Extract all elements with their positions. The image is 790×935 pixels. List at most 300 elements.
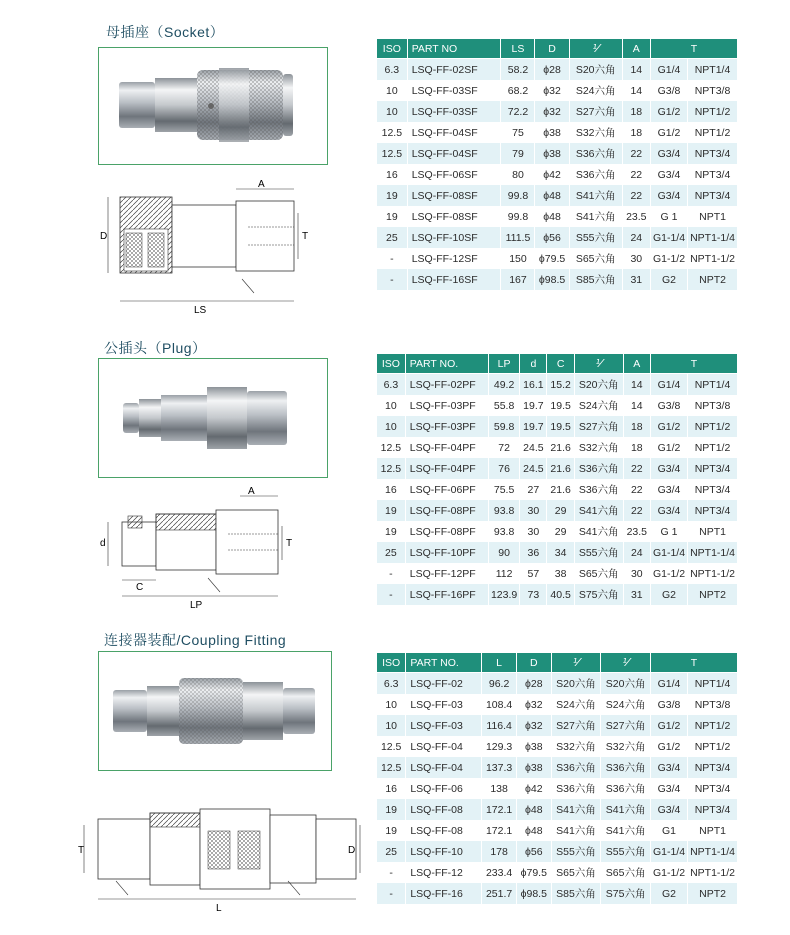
plug-cell: 21.6 [547, 479, 573, 500]
coupling-cell: G3/4 [651, 778, 687, 799]
plug-cell: LSQ-FF-04PF [406, 437, 488, 458]
coupling-table-row [377, 757, 737, 778]
socket-cell: ϕ38 [535, 122, 568, 143]
socket-product-image [99, 48, 327, 164]
plug-cell: 29 [547, 500, 573, 521]
socket-cell: 58.2 [501, 59, 534, 80]
socket-cell: 167 [501, 269, 534, 290]
plug-photo [98, 358, 328, 478]
socket-cell: G 1 [651, 206, 687, 227]
coupling-dim-t: T [78, 845, 85, 856]
socket-cell: 14 [623, 80, 650, 101]
plug-cell: G3/4 [651, 479, 687, 500]
plug-table-row [377, 437, 737, 458]
socket-col-partno: PART NO [408, 39, 501, 59]
socket-cell: NPT1 [688, 206, 737, 227]
plug-cell: G1-1/4 [651, 542, 687, 563]
coupling-cell: S32六角 [552, 736, 601, 757]
plug-cell: 93.8 [489, 521, 519, 542]
plug-col-wrench: ⅟ [575, 354, 623, 374]
coupling-cell: S85六角 [552, 883, 601, 904]
coupling-cell: 10 [377, 715, 405, 736]
plug-cell: S75六角 [575, 584, 623, 605]
socket-cell: 16 [377, 164, 407, 185]
plug-cell: S41六角 [575, 521, 623, 542]
coupling-cell: 16 [377, 778, 405, 799]
coupling-cell: ϕ56 [517, 841, 551, 862]
plug-cell: S27六角 [575, 416, 623, 437]
plug-cell: S20六角 [575, 374, 623, 395]
socket-cell: - [377, 248, 407, 269]
coupling-cell: LSQ-FF-08 [406, 820, 481, 841]
coupling-cell: G1/2 [651, 736, 687, 757]
socket-cell: 24 [623, 227, 650, 248]
coupling-table-row [377, 778, 737, 799]
plug-cell: 14 [624, 374, 650, 395]
coupling-cell: G1-1/4 [651, 841, 687, 862]
plug-cell: LSQ-FF-08PF [406, 521, 488, 542]
coupling-col-wrench-socket: ⅟ [552, 653, 601, 673]
plug-cell: S36六角 [575, 458, 623, 479]
socket-cell: 30 [623, 248, 650, 269]
socket-cell: LSQ-FF-02SF [408, 59, 501, 80]
socket-cell: S27六角 [570, 101, 622, 122]
coupling-cell: 19 [377, 799, 405, 820]
plug-cell: G1/4 [651, 374, 687, 395]
plug-cell: 36 [520, 542, 546, 563]
coupling-dim-d: D [348, 845, 356, 856]
coupling-cell: S36六角 [601, 778, 650, 799]
plug-cell: 18 [624, 416, 650, 437]
plug-cell: 75.5 [489, 479, 519, 500]
plug-cell: 55.8 [489, 395, 519, 416]
plug-cell: 12.5 [377, 458, 405, 479]
plug-dimension-drawing [98, 486, 308, 619]
socket-cell: LSQ-FF-04SF [408, 143, 501, 164]
coupling-cell: 12.5 [377, 757, 405, 778]
socket-cell: 99.8 [501, 206, 534, 227]
coupling-cell: LSQ-FF-12 [406, 862, 481, 883]
plug-col-d: d [520, 354, 546, 374]
coupling-cell: ϕ48 [517, 799, 551, 820]
plug-cell: NPT3/4 [688, 479, 737, 500]
socket-cell: LSQ-FF-04SF [408, 122, 501, 143]
coupling-cell: ϕ48 [517, 820, 551, 841]
socket-cell: ϕ48 [535, 185, 568, 206]
coupling-col-partno: PART NO. [406, 653, 481, 673]
coupling-cell: ϕ79.5 [517, 862, 551, 883]
coupling-cell: LSQ-FF-06 [406, 778, 481, 799]
socket-cell: ϕ79.5 [535, 248, 568, 269]
plug-col-partno: PART NO. [406, 354, 488, 374]
coupling-cell: 12.5 [377, 736, 405, 757]
plug-cell: NPT1-1/4 [688, 542, 737, 563]
coupling-cell: 172.1 [482, 799, 516, 820]
plug-cell: 27 [520, 479, 546, 500]
plug-table-row [377, 584, 737, 605]
socket-cell: NPT1-1/2 [688, 248, 737, 269]
coupling-table-row [377, 694, 737, 715]
plug-cell: LSQ-FF-03PF [406, 395, 488, 416]
plug-cell: 57 [520, 563, 546, 584]
socket-cell: 23.5 [623, 206, 650, 227]
socket-cell: LSQ-FF-03SF [408, 80, 501, 101]
plug-cell: 19.7 [520, 416, 546, 437]
coupling-spec-table [376, 653, 738, 904]
socket-cell: 14 [623, 59, 650, 80]
socket-cell: G1-1/2 [651, 248, 687, 269]
socket-cell: NPT3/4 [688, 143, 737, 164]
coupling-cell: G1/4 [651, 673, 687, 694]
plug-table-row [377, 479, 737, 500]
coupling-cell: S75六角 [601, 883, 650, 904]
plug-cell: 40.5 [547, 584, 573, 605]
plug-cell: G2 [651, 584, 687, 605]
socket-table-row [377, 143, 737, 164]
plug-cell: 73 [520, 584, 546, 605]
coupling-cell: 129.3 [482, 736, 516, 757]
plug-cell: S32六角 [575, 437, 623, 458]
socket-cell: G3/4 [651, 164, 687, 185]
socket-cell: S41六角 [570, 206, 622, 227]
coupling-cell: S24六角 [552, 694, 601, 715]
socket-cell: 31 [623, 269, 650, 290]
plug-cell: S24六角 [575, 395, 623, 416]
plug-cell: G3/4 [651, 458, 687, 479]
plug-cell: LSQ-FF-10PF [406, 542, 488, 563]
plug-cell: 29 [547, 521, 573, 542]
plug-cell: 25 [377, 542, 405, 563]
socket-cell: G3/4 [651, 143, 687, 164]
socket-cell: 10 [377, 80, 407, 101]
socket-cell: ϕ98.5 [535, 269, 568, 290]
coupling-cell: ϕ28 [517, 673, 551, 694]
plug-cell: NPT3/4 [688, 458, 737, 479]
coupling-cell: S41六角 [601, 820, 650, 841]
plug-cell: S65六角 [575, 563, 623, 584]
socket-cell: 18 [623, 122, 650, 143]
socket-col-wrench: ⅟ [570, 39, 622, 59]
socket-cell: NPT3/8 [688, 80, 737, 101]
coupling-cell: S20六角 [552, 673, 601, 694]
socket-cell: LSQ-FF-03SF [408, 101, 501, 122]
socket-cell: ϕ56 [535, 227, 568, 248]
plug-cell: 14 [624, 395, 650, 416]
plug-cell: 10 [377, 416, 405, 437]
plug-col-lp: LP [489, 354, 519, 374]
plug-cell: 59.8 [489, 416, 519, 437]
socket-cell: G2 [651, 269, 687, 290]
socket-cell: S36六角 [570, 164, 622, 185]
socket-cell: G1/2 [651, 122, 687, 143]
coupling-cell: S36六角 [601, 757, 650, 778]
coupling-cell: S36六角 [552, 757, 601, 778]
socket-cell: 79 [501, 143, 534, 164]
socket-table-row [377, 227, 737, 248]
plug-cell: LSQ-FF-08PF [406, 500, 488, 521]
socket-cell: LSQ-FF-08SF [408, 206, 501, 227]
coupling-table-row [377, 673, 737, 694]
plug-cell: LSQ-FF-06PF [406, 479, 488, 500]
coupling-cell: LSQ-FF-16 [406, 883, 481, 904]
plug-cell: NPT2 [688, 584, 737, 605]
coupling-cell: 108.4 [482, 694, 516, 715]
coupling-cell: NPT1-1/4 [688, 841, 737, 862]
plug-col-a: A [624, 354, 650, 374]
coupling-cell: S41六角 [552, 820, 601, 841]
plug-table-row [377, 458, 737, 479]
plug-cell: 19.5 [547, 416, 573, 437]
coupling-table-row [377, 715, 737, 736]
coupling-cell: LSQ-FF-08 [406, 799, 481, 820]
coupling-col-t: T [651, 653, 737, 673]
coupling-cell: NPT2 [688, 883, 737, 904]
socket-cell: 19 [377, 206, 407, 227]
plug-cell: 15.2 [547, 374, 573, 395]
socket-cell: LSQ-FF-06SF [408, 164, 501, 185]
socket-dim-ls: LS [194, 305, 207, 315]
coupling-table-row [377, 736, 737, 757]
socket-cell: 111.5 [501, 227, 534, 248]
socket-cell: S32六角 [570, 122, 622, 143]
socket-section-title: 母插座（Socket） [106, 24, 225, 40]
plug-cell: S41六角 [575, 500, 623, 521]
coupling-cell: S24六角 [601, 694, 650, 715]
plug-table-row [377, 521, 737, 542]
socket-cell: S41六角 [570, 185, 622, 206]
coupling-cell: NPT1/2 [688, 736, 737, 757]
socket-cell: NPT1/4 [688, 59, 737, 80]
plug-cell: 90 [489, 542, 519, 563]
coupling-cell: 6.3 [377, 673, 405, 694]
coupling-cell: S41六角 [601, 799, 650, 820]
coupling-photo [98, 651, 332, 771]
coupling-cell: S27六角 [552, 715, 601, 736]
coupling-cell: 137.3 [482, 757, 516, 778]
plug-table-row [377, 542, 737, 563]
socket-cell: S65六角 [570, 248, 622, 269]
socket-cell: LSQ-FF-08SF [408, 185, 501, 206]
socket-cell: 22 [623, 185, 650, 206]
plug-cell: 21.6 [547, 458, 573, 479]
socket-cell: 68.2 [501, 80, 534, 101]
coupling-section-title: 连接器装配/Coupling Fitting [104, 632, 287, 648]
coupling-cell: LSQ-FF-04 [406, 736, 481, 757]
plug-dim-c: C [136, 582, 144, 593]
coupling-cell: G3/4 [651, 757, 687, 778]
plug-cell: 30 [624, 563, 650, 584]
socket-cell: LSQ-FF-12SF [408, 248, 501, 269]
coupling-cell: NPT3/8 [688, 694, 737, 715]
coupling-cell: LSQ-FF-10 [406, 841, 481, 862]
socket-cell: 150 [501, 248, 534, 269]
plug-cell: 22 [624, 479, 650, 500]
plug-cell: 30 [520, 521, 546, 542]
plug-cell: 38 [547, 563, 573, 584]
socket-cell: 12.5 [377, 143, 407, 164]
socket-cell: S55六角 [570, 227, 622, 248]
socket-cell: G3/8 [651, 80, 687, 101]
socket-cell: 22 [623, 143, 650, 164]
socket-cell: S20六角 [570, 59, 622, 80]
socket-cell: 10 [377, 101, 407, 122]
plug-col-iso: ISO [377, 354, 405, 374]
socket-cell: 12.5 [377, 122, 407, 143]
coupling-cell: NPT1/4 [688, 673, 737, 694]
coupling-cell: S55六角 [601, 841, 650, 862]
socket-col-d: D [535, 39, 568, 59]
plug-cell: LSQ-FF-16PF [406, 584, 488, 605]
socket-table-row [377, 185, 737, 206]
socket-cell: G1/2 [651, 101, 687, 122]
plug-cell: 21.6 [547, 437, 573, 458]
plug-cell: 34 [547, 542, 573, 563]
coupling-table-row [377, 820, 737, 841]
socket-cell: NPT3/4 [688, 164, 737, 185]
plug-cell: G 1 [651, 521, 687, 542]
coupling-col-l: L [482, 653, 516, 673]
socket-cell: 18 [623, 101, 650, 122]
coupling-cell: 233.4 [482, 862, 516, 883]
coupling-cell: LSQ-FF-03 [406, 715, 481, 736]
plug-cell: G1-1/2 [651, 563, 687, 584]
plug-table-row [377, 395, 737, 416]
plug-cell: S36六角 [575, 479, 623, 500]
coupling-cell: 138 [482, 778, 516, 799]
socket-cell: 80 [501, 164, 534, 185]
coupling-cell: - [377, 883, 405, 904]
socket-cell: ϕ32 [535, 80, 568, 101]
coupling-dimension-drawing [78, 795, 368, 920]
socket-cell: ϕ42 [535, 164, 568, 185]
plug-table-row [377, 500, 737, 521]
socket-cell: 22 [623, 164, 650, 185]
plug-dim-t: T [286, 538, 293, 549]
socket-cell: G1-1/4 [651, 227, 687, 248]
coupling-cell: 96.2 [482, 673, 516, 694]
plug-col-c: C [547, 354, 573, 374]
coupling-cell: S20六角 [601, 673, 650, 694]
coupling-cell: 172.1 [482, 820, 516, 841]
socket-table-row [377, 164, 737, 185]
plug-cell: LSQ-FF-03PF [406, 416, 488, 437]
plug-product-image [99, 359, 327, 477]
plug-cell: 30 [520, 500, 546, 521]
plug-cell: 93.8 [489, 500, 519, 521]
coupling-cell: 25 [377, 841, 405, 862]
coupling-col-iso: ISO [377, 653, 405, 673]
plug-cell: G1/2 [651, 416, 687, 437]
coupling-cell: ϕ38 [517, 757, 551, 778]
coupling-cell: S41六角 [552, 799, 601, 820]
plug-cell: 19 [377, 500, 405, 521]
socket-cell: 99.8 [501, 185, 534, 206]
plug-cell: 31 [624, 584, 650, 605]
plug-cell: 16 [377, 479, 405, 500]
socket-cell: LSQ-FF-10SF [408, 227, 501, 248]
plug-cell: 72 [489, 437, 519, 458]
plug-cell: - [377, 584, 405, 605]
coupling-cell: S55六角 [552, 841, 601, 862]
plug-cell: NPT1/2 [688, 416, 737, 437]
coupling-cell: ϕ42 [517, 778, 551, 799]
plug-table-row [377, 416, 737, 437]
plug-cell: LSQ-FF-04PF [406, 458, 488, 479]
coupling-cell: G3/8 [651, 694, 687, 715]
coupling-cell: 10 [377, 694, 405, 715]
plug-cell: 123.9 [489, 584, 519, 605]
coupling-cell: NPT3/4 [688, 799, 737, 820]
plug-cell: 12.5 [377, 437, 405, 458]
coupling-cell: S36六角 [552, 778, 601, 799]
coupling-cell: NPT1 [688, 820, 737, 841]
socket-cell: ϕ38 [535, 143, 568, 164]
socket-cell: NPT1-1/4 [688, 227, 737, 248]
socket-spec-table [376, 39, 738, 290]
coupling-cell: NPT1-1/2 [688, 862, 737, 883]
plug-cell: 23.5 [624, 521, 650, 542]
socket-cell: ϕ48 [535, 206, 568, 227]
plug-dim-lp: LP [190, 600, 203, 611]
socket-table-row [377, 101, 737, 122]
plug-cell: NPT1-1/2 [688, 563, 737, 584]
coupling-cell: S65六角 [601, 862, 650, 883]
coupling-cell: S65六角 [552, 862, 601, 883]
socket-dimension-drawing [98, 175, 308, 320]
plug-section-title: 公插头（Plug） [104, 340, 207, 356]
socket-col-a: A [623, 39, 650, 59]
plug-cell: 22 [624, 458, 650, 479]
plug-cell: 19 [377, 521, 405, 542]
socket-table-row [377, 269, 737, 290]
socket-cell: ϕ32 [535, 101, 568, 122]
coupling-col-wrench-plug: ⅟ [601, 653, 650, 673]
coupling-product-image [99, 652, 331, 770]
socket-cell: 75 [501, 122, 534, 143]
coupling-table-row [377, 883, 737, 904]
coupling-cell: 116.4 [482, 715, 516, 736]
coupling-cell: G3/4 [651, 799, 687, 820]
coupling-table-row [377, 841, 737, 862]
coupling-col-d: D [517, 653, 551, 673]
socket-cell: 72.2 [501, 101, 534, 122]
plug-cell: 24.5 [520, 458, 546, 479]
plug-dim-a: A [248, 486, 255, 497]
socket-dim-a: A [258, 179, 265, 190]
socket-dim-d: D [100, 231, 108, 242]
coupling-table-row [377, 799, 737, 820]
socket-cell: 19 [377, 185, 407, 206]
socket-cell: ϕ28 [535, 59, 568, 80]
plug-table-row [377, 374, 737, 395]
coupling-cell: LSQ-FF-04 [406, 757, 481, 778]
coupling-cell: ϕ38 [517, 736, 551, 757]
coupling-cell: LSQ-FF-02 [406, 673, 481, 694]
socket-table-row [377, 59, 737, 80]
plug-cell: G3/8 [651, 395, 687, 416]
plug-cell: NPT1 [688, 521, 737, 542]
plug-cell: 112 [489, 563, 519, 584]
coupling-cell: NPT3/4 [688, 778, 737, 799]
coupling-cell: G1-1/2 [651, 862, 687, 883]
plug-cell: NPT3/4 [688, 500, 737, 521]
coupling-cell: G1/2 [651, 715, 687, 736]
socket-col-iso: ISO [377, 39, 407, 59]
plug-table-row [377, 563, 737, 584]
socket-dim-t: T [302, 231, 308, 242]
plug-cell: 19.7 [520, 395, 546, 416]
coupling-cell: NPT1/2 [688, 715, 737, 736]
